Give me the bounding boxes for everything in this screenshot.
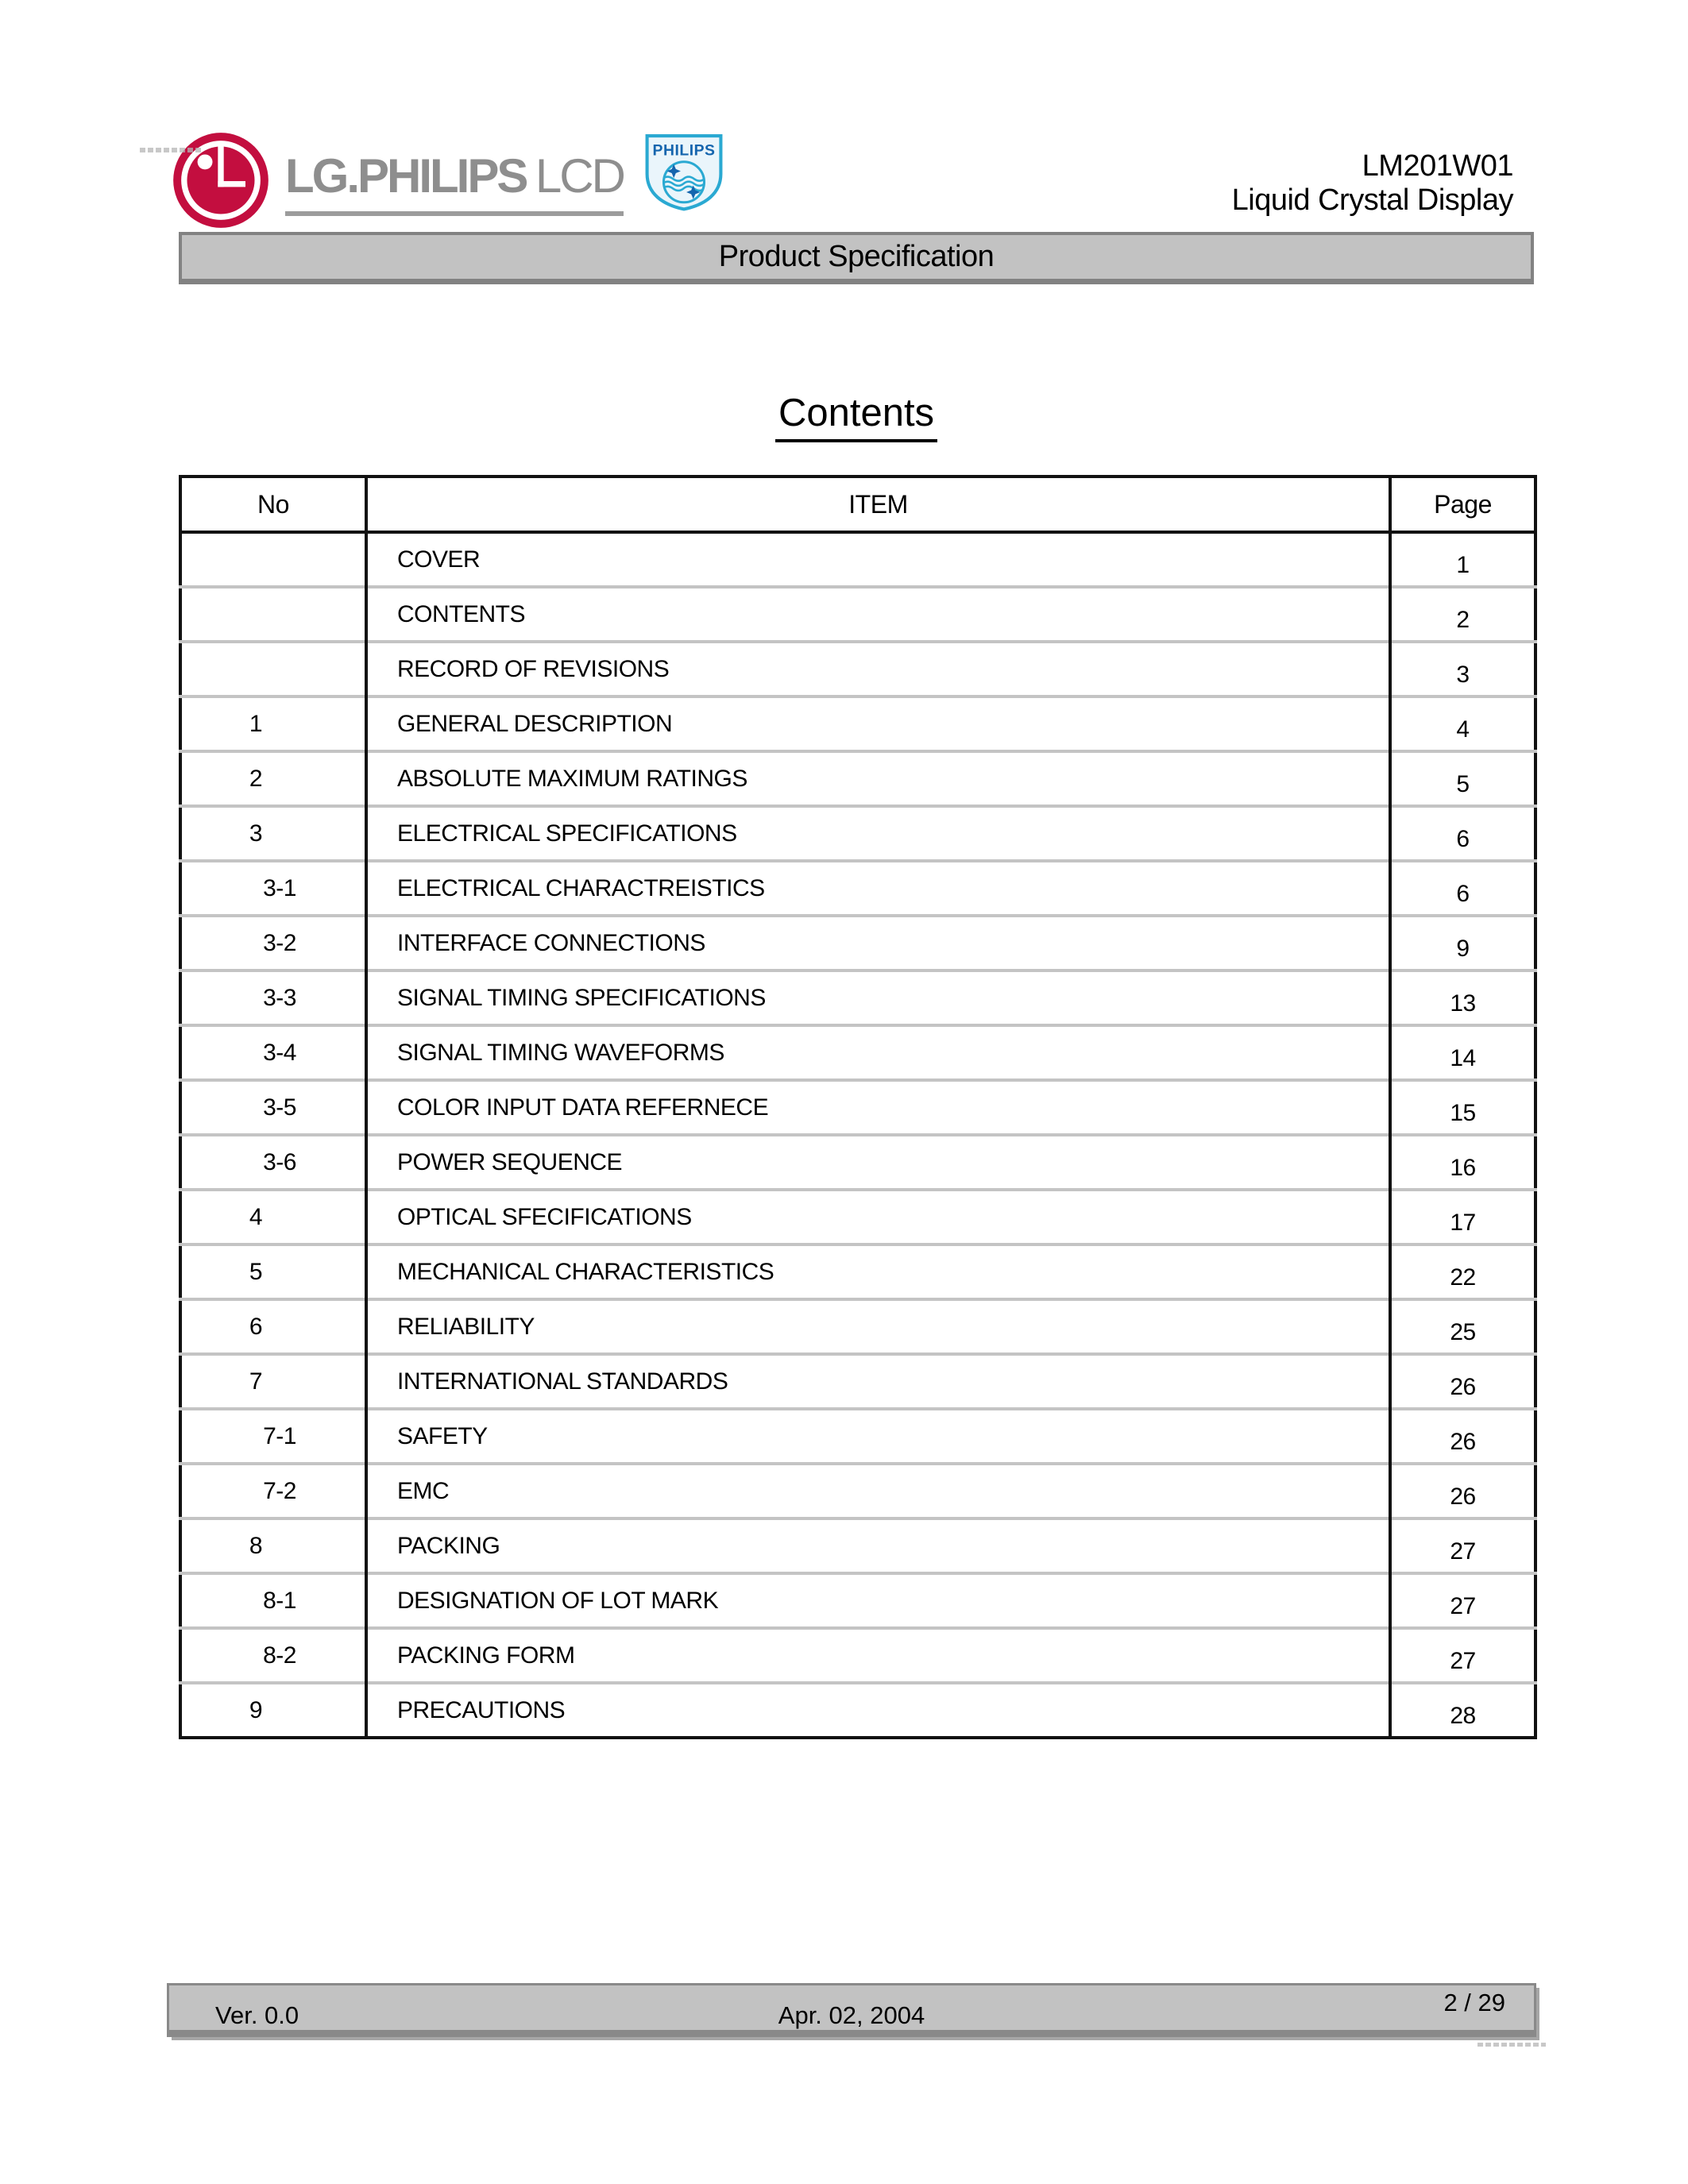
toc-item-cell: SIGNAL TIMING SPECIFICATIONS <box>366 970 1390 1025</box>
table-row <box>180 1190 1535 1244</box>
toc-no-cell: 3-4 <box>180 1025 366 1080</box>
toc-item-cell: POWER SEQUENCE <box>366 1135 1390 1190</box>
lg-emblem-icon <box>171 130 271 230</box>
toc-no-cell: 3-5 <box>180 1080 366 1135</box>
toc-no-cell: 4 <box>180 1190 366 1244</box>
col-header-page: Page <box>1390 477 1535 532</box>
toc-item-cell: PACKING FORM <box>366 1628 1390 1683</box>
model-number: LM201W01 <box>1362 149 1513 183</box>
toc-page-cell: 27 <box>1390 1573 1535 1628</box>
toc-item-cell: INTERNATIONAL STANDARDS <box>366 1354 1390 1409</box>
toc-item-cell: ABSOLUTE MAXIMUM RATINGS <box>366 751 1390 806</box>
table-row <box>180 587 1535 642</box>
toc-item-cell: RELIABILITY <box>366 1299 1390 1354</box>
table-row <box>180 1080 1535 1135</box>
toc-item-cell: COVER <box>366 532 1390 587</box>
toc-no-cell <box>180 532 366 587</box>
toc-no-cell: 3-2 <box>180 916 366 970</box>
toc-page-cell: 6 <box>1390 861 1535 916</box>
toc-item-cell: RECORD OF REVISIONS <box>366 642 1390 696</box>
toc-no-cell: 3-6 <box>180 1135 366 1190</box>
page-title: Contents <box>179 391 1534 435</box>
brand-wordmark-lg-philips: LG.PHILIPS <box>285 149 527 203</box>
toc-table <box>179 475 1537 1739</box>
product-spec-banner <box>179 232 1534 284</box>
toc-item-cell: SIGNAL TIMING WAVEFORMS <box>366 1025 1390 1080</box>
scan-artifact-smudge <box>140 148 203 152</box>
table-row <box>180 806 1535 861</box>
toc-no-cell: 8-1 <box>180 1573 366 1628</box>
table-row <box>180 532 1535 587</box>
toc-page-cell: 28 <box>1390 1683 1535 1738</box>
toc-no-cell: 3-1 <box>180 861 366 916</box>
toc-item-cell: CONTENTS <box>366 587 1390 642</box>
toc-item-cell: GENERAL DESCRIPTION <box>366 696 1390 751</box>
footer-version: Ver. 0.0 <box>215 2001 299 2029</box>
toc-page-cell: 22 <box>1390 1244 1535 1299</box>
model-subtitle: Liquid Crystal Display <box>1231 183 1513 217</box>
table-row <box>180 696 1535 751</box>
table-row <box>180 1354 1535 1409</box>
col-header-item: ITEM <box>366 477 1390 532</box>
toc-item-cell: PRECAUTIONS <box>366 1683 1390 1738</box>
toc-no-cell <box>180 587 366 642</box>
table-row <box>180 1299 1535 1354</box>
table-row <box>180 1025 1535 1080</box>
toc-item-cell: PACKING <box>366 1518 1390 1573</box>
toc-item-cell: ELECTRICAL SPECIFICATIONS <box>366 806 1390 861</box>
table-row <box>180 1464 1535 1518</box>
toc-item-cell: COLOR INPUT DATA REFERNECE <box>366 1080 1390 1135</box>
toc-item-cell: INTERFACE CONNECTIONS <box>366 916 1390 970</box>
toc-no-cell <box>180 642 366 696</box>
toc-page-cell: 3 <box>1390 642 1535 696</box>
toc-page-cell: 13 <box>1390 970 1535 1025</box>
table-row <box>180 861 1535 916</box>
table-row <box>180 1628 1535 1683</box>
toc-page-cell: 26 <box>1390 1409 1535 1464</box>
toc-page-cell: 15 <box>1390 1080 1535 1135</box>
toc-item-cell: EMC <box>366 1464 1390 1518</box>
toc-no-cell: 7 <box>180 1354 366 1409</box>
document-code <box>1232 149 1513 217</box>
table-row <box>180 1409 1535 1464</box>
toc-item-cell: SAFETY <box>366 1409 1390 1464</box>
table-row <box>180 751 1535 806</box>
toc-item-cell: DESIGNATION OF LOT MARK <box>366 1573 1390 1628</box>
footer-bar <box>167 1983 1536 2037</box>
toc-no-cell: 7-2 <box>180 1464 366 1518</box>
toc-no-cell: 3-3 <box>180 970 366 1025</box>
toc-page-cell: 16 <box>1390 1135 1535 1190</box>
toc-no-cell: 7-1 <box>180 1409 366 1464</box>
table-row <box>180 1244 1535 1299</box>
brand-wordmark <box>285 149 624 216</box>
toc-no-cell: 3 <box>180 806 366 861</box>
footer-page-indicator: 2 / 29 <box>1443 1989 1505 2016</box>
lg-philips-logo <box>171 130 727 230</box>
toc-page-cell: 2 <box>1390 587 1535 642</box>
table-row <box>180 916 1535 970</box>
toc-page-cell: 25 <box>1390 1299 1535 1354</box>
philips-shield-icon <box>641 132 727 213</box>
toc-header-row <box>180 477 1535 532</box>
toc-page-cell: 27 <box>1390 1518 1535 1573</box>
toc-page-cell: 26 <box>1390 1354 1535 1409</box>
toc-item-cell: ELECTRICAL CHARACTREISTICS <box>366 861 1390 916</box>
table-row <box>180 1683 1535 1738</box>
toc-no-cell: 9 <box>180 1683 366 1738</box>
toc-page-cell: 1 <box>1390 532 1535 587</box>
table-row <box>180 1573 1535 1628</box>
footer-date: Apr. 02, 2004 <box>778 2001 925 2029</box>
toc-no-cell: 8 <box>180 1518 366 1573</box>
toc-item-cell: MECHANICAL CHARACTERISTICS <box>366 1244 1390 1299</box>
toc-page-cell: 26 <box>1390 1464 1535 1518</box>
brand-wordmark-lcd: LCD <box>535 149 624 203</box>
toc-item-cell: OPTICAL SFECIFICATIONS <box>366 1190 1390 1244</box>
scan-artifact-smudge <box>1477 2043 1546 2047</box>
toc-page-cell: 9 <box>1390 916 1535 970</box>
product-spec-banner-label: Product Specification <box>718 240 995 273</box>
table-row <box>180 1135 1535 1190</box>
toc-page-cell: 6 <box>1390 806 1535 861</box>
toc-page-cell: 17 <box>1390 1190 1535 1244</box>
table-row <box>180 1518 1535 1573</box>
toc-no-cell: 2 <box>180 751 366 806</box>
toc-page-cell: 5 <box>1390 751 1535 806</box>
philips-shield-label: PHILIPS <box>652 141 716 160</box>
toc-no-cell: 6 <box>180 1299 366 1354</box>
toc-no-cell: 1 <box>180 696 366 751</box>
toc-no-cell: 8-2 <box>180 1628 366 1683</box>
col-header-no: No <box>180 477 366 532</box>
toc-page-cell: 27 <box>1390 1628 1535 1683</box>
toc-page-cell: 4 <box>1390 696 1535 751</box>
table-row <box>180 642 1535 696</box>
toc-no-cell: 5 <box>180 1244 366 1299</box>
toc-page-cell: 14 <box>1390 1025 1535 1080</box>
table-row <box>180 970 1535 1025</box>
